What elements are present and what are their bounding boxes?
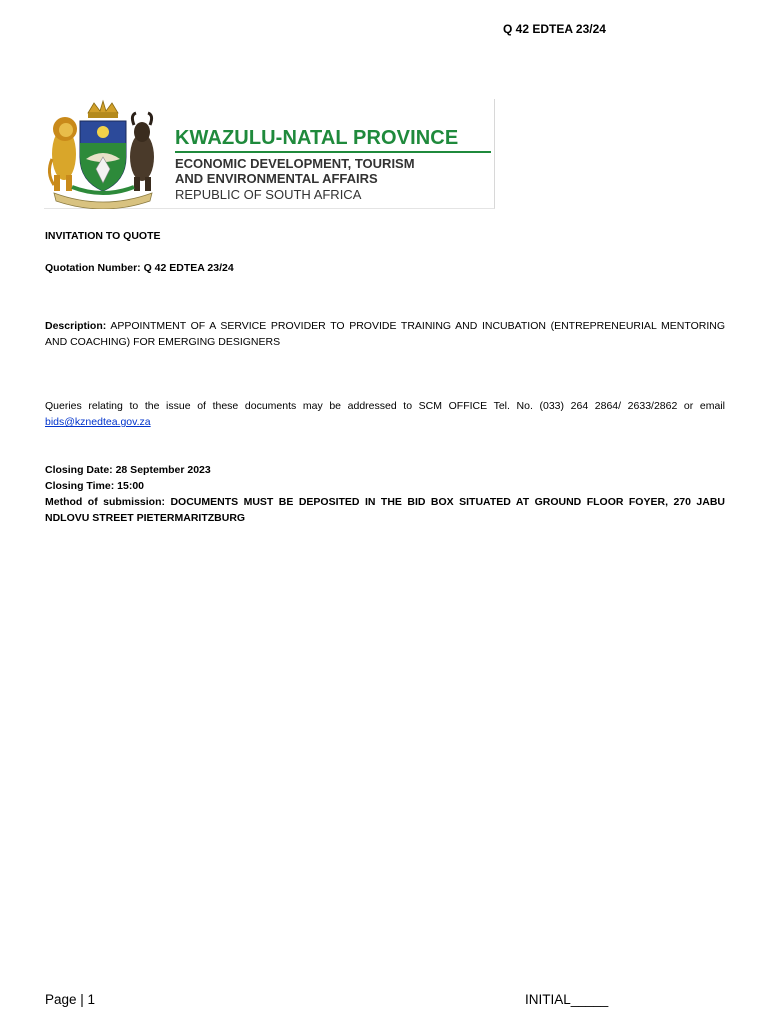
logo-department-line-1: ECONOMIC DEVELOPMENT, TOURISM <box>175 156 415 171</box>
lion-icon <box>49 117 77 191</box>
method-label: Method of submission: <box>45 496 165 508</box>
logo-text-block <box>175 127 491 203</box>
coat-of-arms-icon <box>44 99 162 209</box>
page-number: Page | 1 <box>45 992 96 1007</box>
queries-email-link[interactable]: bids@kznedtea.gov.za <box>45 416 151 428</box>
description-text: APPOINTMENT OF A SERVICE PROVIDER TO PROVIDE TRAINING AND INCUBATION (ENTREPRENEURIAL MENTORING AND COACHING) FOR EMERGING DESIGNERS <box>45 320 726 348</box>
quotation-number-label: Quotation Number: <box>45 262 141 274</box>
wildebeest-icon <box>130 113 154 191</box>
logo-country: REPUBLIC OF SOUTH AFRICA <box>175 187 362 202</box>
quotation-number <box>45 260 725 276</box>
closing-date: Closing Date: 28 September 2023 <box>45 464 211 476</box>
logo-divider <box>175 151 491 153</box>
header-reference: Q 42 EDTEA 23/24 <box>503 22 606 36</box>
logo-department-line-2: AND ENVIRONMENTAL AFFAIRS <box>175 171 378 186</box>
logo-province-name: KWAZULU-NATAL PROVINCE <box>175 127 459 149</box>
document-title: INVITATION TO QUOTE <box>45 230 161 242</box>
department-logo <box>44 99 495 209</box>
method-text: DOCUMENTS MUST BE DEPOSITED IN THE BID BOX SITUATED AT GROUND FLOOR FOYER, 270 JABU NDLOVU STREET PIETERMARITZBURG <box>45 496 726 524</box>
queries-text: Queries relating to the issue of these documents may be addressed to SCM OFFICE Tel. No. (033) 264 2864/ 2633/2862 or email <box>45 400 725 412</box>
closing-time: Closing Time: 15:00 <box>45 480 145 492</box>
quotation-number-value: Q 42 EDTEA 23/24 <box>143 262 234 274</box>
queries-paragraph <box>45 398 725 430</box>
method-of-submission <box>45 494 725 526</box>
shield-icon <box>80 121 126 191</box>
description-label: Description: <box>45 320 107 332</box>
initial-field: INITIAL_____ <box>525 992 609 1007</box>
description <box>45 318 725 350</box>
crown-icon <box>88 101 118 118</box>
